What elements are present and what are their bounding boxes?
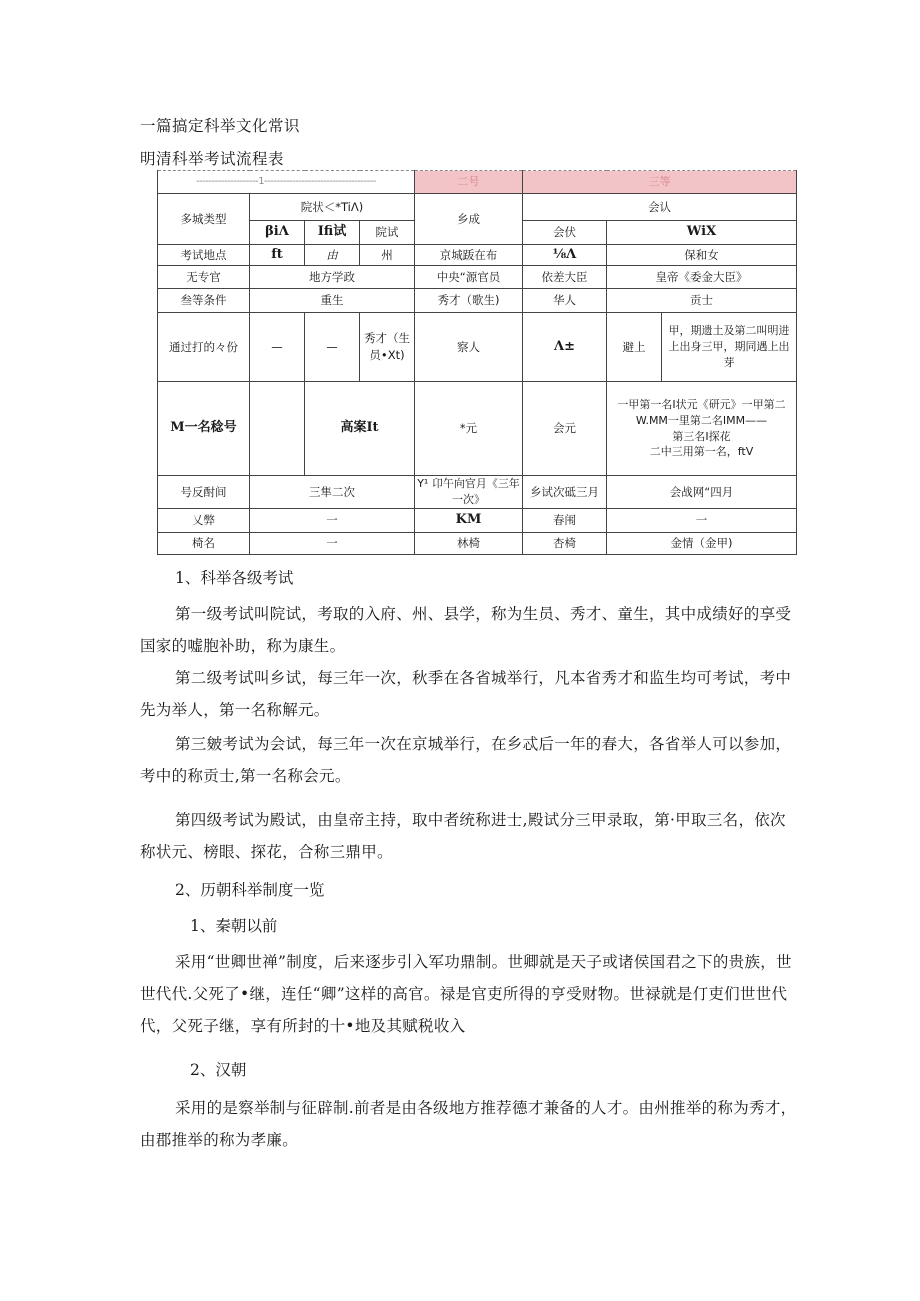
table-cell: 会元 (523, 382, 607, 476)
section-heading: 1、科举各级考试 (175, 569, 294, 587)
table-cell: 京城䟦在布 (415, 245, 523, 266)
table-cell: 乡成 (415, 194, 523, 245)
subsection-heading: 2、汉朝 (190, 1061, 247, 1079)
table-cell: 重生 (250, 289, 415, 313)
cell-line: 一甲第一名I状元《研元》一甲第二W.MM一里第二名IMM—— (617, 397, 786, 427)
table-cell: WiX (607, 221, 797, 245)
table-cell: 避上 (607, 313, 662, 382)
table-cell: 保和女 (607, 245, 797, 266)
table-cell: 林椅 (415, 533, 523, 555)
table-cell: 院试 (360, 221, 415, 245)
table-cell: 会认 (523, 194, 797, 221)
table-cell (250, 382, 305, 476)
table-cell: 三隼二次 (250, 476, 415, 509)
row-label: 无专官 (158, 266, 250, 289)
subsection-heading: 1、秦朝以前 (190, 917, 278, 935)
table-row (158, 245, 797, 266)
table-cell: 一 (250, 533, 415, 555)
row-label: 考试地点 (158, 245, 250, 266)
cell-line: 第三名I探花 (672, 429, 731, 443)
table-cell: KM (415, 509, 523, 533)
table-title: 明清科举考试流程表 (140, 150, 285, 168)
table-row (158, 313, 797, 382)
cell-line: 二中三用第一名，ftV (649, 445, 754, 459)
table-cell: 地方学政 (250, 266, 415, 289)
row-label: 椅名 (158, 533, 250, 555)
section-heading: 2、历朝科举制度一览 (175, 881, 325, 899)
table-cell: 州 (360, 245, 415, 266)
table-cell: 会战网“四月 (607, 476, 797, 509)
table-cell: 秀才（生员•Xt) (360, 313, 415, 382)
table-cell: 贡士 (607, 289, 797, 313)
table-cell: Λ± (523, 313, 607, 382)
table-cell: ⅛Λ (523, 245, 607, 266)
table-cell: 高案It (305, 382, 415, 476)
row-label: M一名稔号 (158, 382, 250, 476)
table-cell (607, 382, 797, 476)
table-cell: 皇帝《委金大臣》 (607, 266, 797, 289)
paragraph: 采用“世卿世禅”制度，后来逐步引入军功鼎制。世卿就是天子或诸侯国君之下的贵族，世世代代.父死了•继，连任“卿”这样的高官。禄是官吏所得的亨受财物。世禄就是仃吏们世世代代，父死子继，享有所封的十•地及其赋税收入 (140, 953, 792, 1035)
table-cell: 乡试次砥三月 (523, 476, 607, 509)
paragraph: 第一级考试叫院试，考取的入府、州、县学，称为生员、秀才、童生，其中成绩好的享受国家的嘘胞补助，称为康生。 (140, 605, 792, 655)
table-cell: Ifi试 (305, 221, 360, 245)
header-cell: 三等 (523, 171, 797, 194)
table-cell: βiΛ (250, 221, 305, 245)
row-label: 多城类型 (158, 194, 250, 245)
table-row (158, 289, 797, 313)
table-row (158, 476, 797, 509)
table-cell: 金情（金甲) (607, 533, 797, 555)
table-row (158, 533, 797, 555)
table-cell: 由 (305, 245, 360, 266)
row-label: 号反酎间 (158, 476, 250, 509)
table-cell: 秀才（歌生) (415, 289, 523, 313)
table-cell: 一 (250, 509, 415, 533)
table-cell: 甲，期遗土及第二叫明进上出身三甲，期同遇上出芽 (662, 313, 797, 382)
table-row (158, 382, 797, 476)
table-cell: Y¹ 卬午向官月《三年一次》 (415, 476, 523, 509)
table-row (158, 266, 797, 289)
table-row (158, 509, 797, 533)
table-cell: 依差大臣 (523, 266, 607, 289)
table-cell: ft (250, 245, 305, 266)
table-cell: 中央“源官员 (415, 266, 523, 289)
row-label: 乂弊 (158, 509, 250, 533)
table-cell: 察人 (415, 313, 523, 382)
header-cell: 二号 (415, 171, 523, 194)
table-cell: 杏椅 (523, 533, 607, 555)
paragraph: 第四级考试为殿试，由皇帝主持，取中者统称进士,殿试分三甲录取，第·甲取三名，依次称状元、榜眼、探花，合称三鼎甲。 (140, 811, 786, 861)
table-row (158, 194, 797, 221)
table-cell: 春闱 (523, 509, 607, 533)
paragraph: 第二级考试叫乡试，每三年一次，秋季在各省城举行，凡本省秀才和监生均可考试，考中先为举人，第一名称解元。 (140, 669, 792, 719)
table-cell: 华人 (523, 289, 607, 313)
table-cell: — (305, 313, 360, 382)
table-cell: 一 (607, 509, 797, 533)
row-label: 叁等条件 (158, 289, 250, 313)
paragraph: 第三皴考试为会试，每三年一次在京城举行，在乡忒后一年的春大，各省举人可以参加，考中的称贡士,第一名称会元。 (140, 735, 792, 785)
table-cell: *元 (415, 382, 523, 476)
table-cell: — (250, 313, 305, 382)
paragraph: 采用的是察举制与征辟制.前者是由各级地方推荐德才兼备的人才。由州推举的称为秀才，由郡推举的称为孝廉。 (140, 1099, 797, 1149)
table-cell: 会伏 (523, 221, 607, 245)
header-cell: --------------------1------------------------------------ (158, 171, 415, 194)
table-cell: 院状＜*TiΛ) (250, 194, 415, 221)
table-row (158, 171, 797, 194)
row-label: 通过打的々份 (158, 313, 250, 382)
document-title: 一篇搞定科举文化常识 (140, 117, 301, 135)
exam-flow-table (157, 170, 797, 555)
